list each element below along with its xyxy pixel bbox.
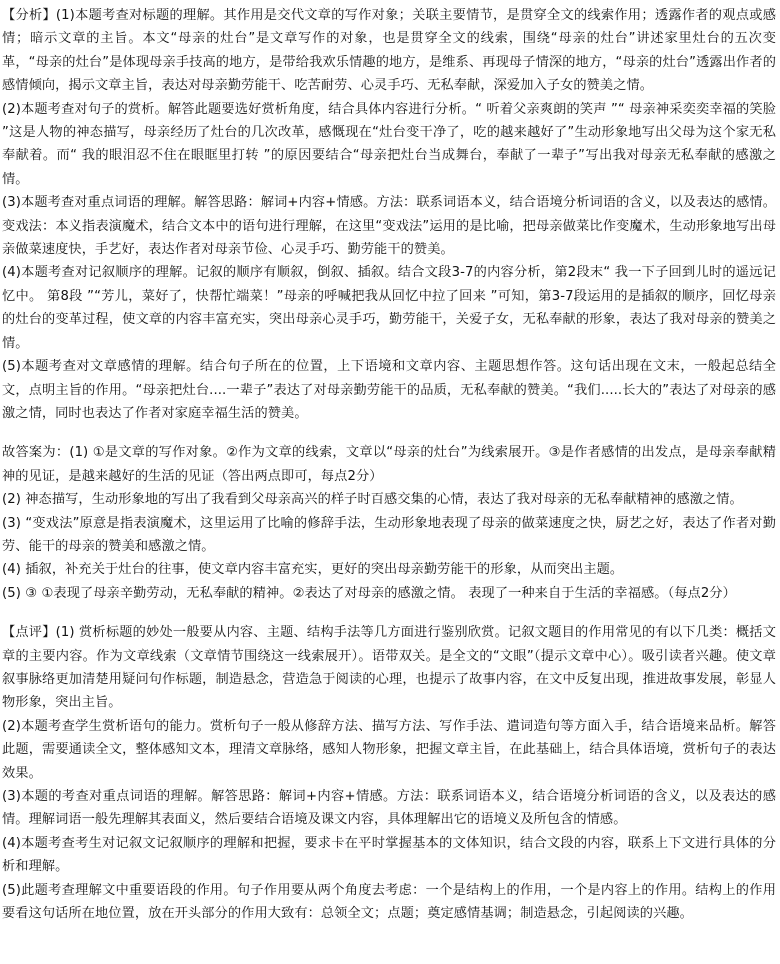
- analysis-section: [2, 4, 776, 425]
- answer-paragraph-4: (4) 插叙，补充关于灶台的往事，使文章内容丰富充实，更好的突出母亲勤劳能干的形象，从而突出主题。: [2, 562, 624, 578]
- section-gap: [2, 605, 776, 621]
- answer-paragraph-1: 故答案为：(1) ①是文章的写作对象。②作为文章的线索，文章以“母亲的灶台”为线索展开。③是作者感情的出发点，是母亲奉献精神的见证，是越来越好的生活的见证（答出两点即可，每点2分）: [2, 445, 776, 484]
- analysis-paragraph-5: (5)本题考查对文章感情的理解。结合句子所在的位置，上下语境和文章内容、主题思想作答。这句话出现在文末，一般起总结全文，点明主旨的作用。“母亲把灶台....一辈子”表达了对母亲勤劳能干的品质，无私奉献的赞美。“我们.....长大的”表达了对母亲的感激之情，同时也表达了作者对家庭幸福生活的赞美。: [2, 359, 776, 421]
- analysis-paragraph-1: 【分析】(1)本题考查对标题的理解。其作用是交代文章的写作对象；关联主要情节，是贯穿全文的线索作用；透露作者的观点或感情；暗示文章的主旨。本文“母亲的灶台”是文章写作的对象，也是贯穿全文的线索，围绕“母亲的灶台”讲述家里灶台的五次变革，“母亲的灶台”是体现母亲手技高的地方，是带给我欢乐情趣的地方，是维系、再现母子情深的地方，“母亲的灶台”透露出作者的感情倾向，揭示文章主旨，表达对母亲勤劳能干、吃苦耐劳、心灵手巧、无私奉献，深爱加入子女的赞美之情。: [2, 8, 776, 94]
- answer-paragraph-5: (5) ③ ①表现了母亲辛勤劳动，无私奉献的精神。②表达了对母亲的感激之情。 表现了一种来自于生活的幸福感。（每点2分）: [2, 585, 736, 601]
- analysis-paragraph-2: (2)本题考查对句子的赏析。解答此题要选好赏析角度，结合具体内容进行分析。“ 听着父亲爽朗的笑声 ”“ 母亲神采奕奕幸福的笑脸 ”这是人物的神态描写，母亲经历了灶台的几次改革，感慨现在“灶台变干净了，吃的越来越好了”生动形象地写出父母为这个家无私奉献着。而“ 我的眼泪忍不住在眼眶里打转 ”的原因要结合“母亲把灶台当成舞台，奉献了一辈子”写出我对母亲无私奉献的感激之情。: [2, 101, 776, 187]
- commentary-paragraph-1: 【点评】(1) 赏析标题的妙处一般要从内容、主题、结构手法等几方面进行鉴别欣赏。记叙文题目的作用常见的有以下几类：概括文章的主要内容。作为文章线索（文章情节围绕这一线索展开）。语带双关。是全文的“文眼”（提示文章中心）。吸引读者兴趣。使文章叙事脉络更加清楚用疑问句作标题，制造悬念，营造急于阅读的心理，也提示了故事内容，在文中反复出现，推进故事发展，彰显人物形象，突出主旨。: [2, 625, 776, 711]
- answer-paragraph-2: (2) 神态描写，生动形象地的写出了我看到父母亲高兴的样子时百感交集的心情，表达了我对母亲的无私奉献精神的感激之情。: [2, 492, 743, 508]
- commentary-paragraph-4: (4)本题考查考生对记叙文记叙顺序的理解和把握，要求卡在平时掌握基本的文体知识，结合文段的内容，联系上下文进行具体的分析和理解。: [2, 835, 776, 875]
- section-gap: [2, 425, 776, 441]
- answer-section: [2, 441, 776, 605]
- commentary-paragraph-5: (5)此题考查理解文中重要语段的作用。句子作用要从两个角度去考虑：一个是结构上的作用，一个是内容上的作用。结构上的作用要看这句话所在地位置，放在开头部分的作用大致有：总领全文；点题；奠定感情基调；制造悬念，引起阅读的兴趣。: [2, 882, 776, 922]
- commentary-paragraph-2: (2)本题考查学生赏析语句的能力。赏析句子一般从修辞方法、描写方法、写作手法、遣词造句等方面入手，结合语境来品析。解答此题，需要通读全文，整体感知文本，理清文章脉络，感知人物形象，把握文章主旨，在此基础上，结合具体语境，赏析句子的表达效果。: [2, 718, 776, 781]
- analysis-paragraph-4: (4)本题考查对记叙顺序的理解。记叙的顺序有顺叙，倒叙、插叙。结合文段3-7的内容分析，第2段末“ 我一下子回到儿时的遥远记忆中。 第8段 ”“芳儿，菜好了，快帮忙端菜！”母亲的呼喊把我从回忆中拉了回来 ”可知，第3-7段运用的是插叙的顺序，回忆母亲的灶台的变革过程，使文章的内容丰富充实，突出母亲心灵手巧，勤劳能干，关爱子女，无私奉献的形象，表达了我对母亲的赞美之情。: [2, 265, 776, 351]
- answer-paragraph-3: (3) “变戏法”原意是指表演魔术，这里运用了比喻的修辞手法，生动形象地表现了母亲的做菜速度之快，厨艺之好，表达了作者对勤劳、能干的母亲的赞美和感激之情。: [2, 515, 776, 554]
- commentary-paragraph-3: (3)本题的考查对重点词语的理解。解答思路：解词+内容+情感。方法：联系词语本义，结合语境分析词语的含义，以及表达的感情。理解词语一般先理解其表面义，然后要结合语境及课文内容，具体理解出它的语境义及所包含的情感。: [2, 789, 776, 828]
- commentary-section: [2, 621, 776, 925]
- analysis-paragraph-3: (3)本题考查对重点词语的理解。解答思路：解词+内容+情感。方法：联系词语本义，结合语境分析词语的含义，以及表达的感情。变戏法：本义指表演魔术，结合文本中的语句进行理解，在这里“变戏法”运用的是比喻，把母亲做菜比作变魔术，生动形象地写出母亲做菜速度快，手艺好，表达作者对母亲节俭、心灵手巧、勤劳能干的赞美。: [2, 195, 776, 258]
